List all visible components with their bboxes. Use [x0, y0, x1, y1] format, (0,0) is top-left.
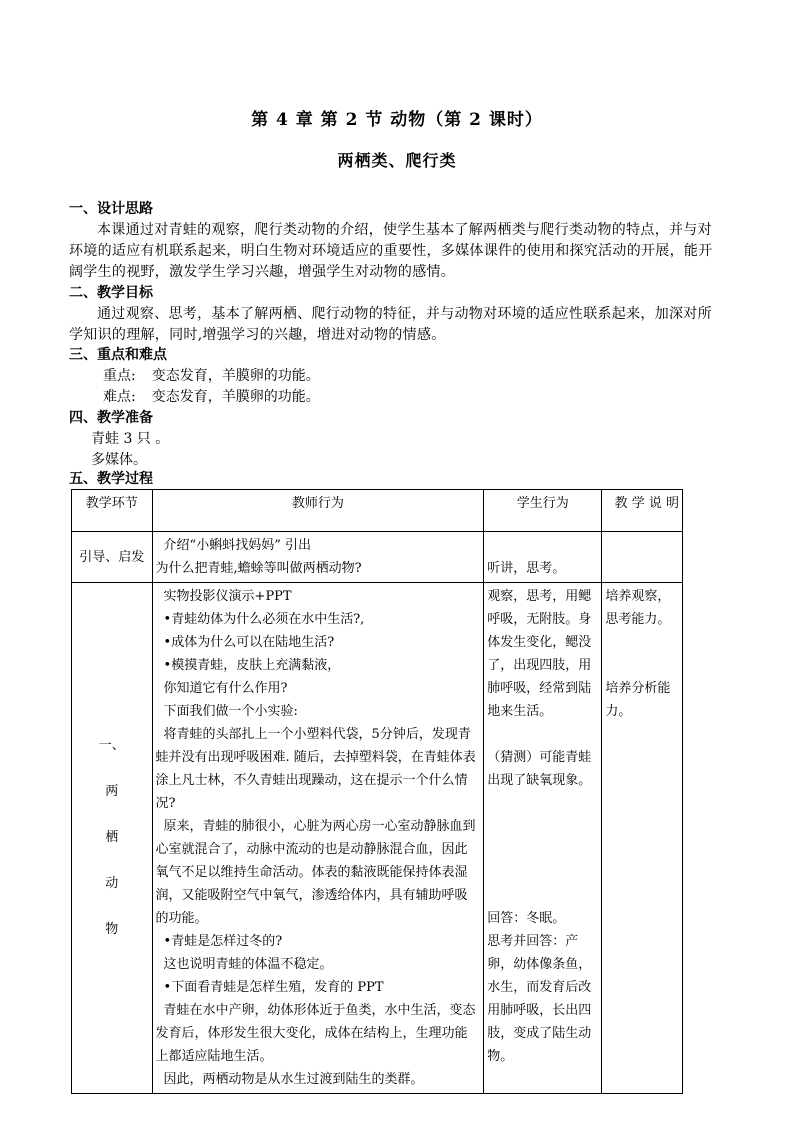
note-cell	[602, 583, 683, 1094]
page-title: 第 4 章 第 2 节 动物（第 2 课时）	[251, 110, 543, 130]
header-student: 学生行为	[484, 490, 602, 532]
section-design-text: 本课通过对青蛙的观察，爬行类动物的介绍，使学生基本了解两栖类与爬行类动物的特点，并与对环境的适应有机联系起来，明白生物对环境适应的重要性，多媒体课件的使用和探究活动的开展，能开阔学生的视野，激发学生学习兴趣，增强学生对动物的感情。	[69, 222, 713, 280]
prep-item: 青蛙 3 只 。	[91, 431, 170, 447]
key-point-label: 重点:	[103, 368, 136, 384]
student-response: 观察，思考，用鳃呼吸，无附肢。身体发生变化，鳃没了，出现四肢，用肺呼吸，经常到陆地来生活。	[487, 589, 592, 719]
teacher-line: •青蛙幼体为什么必须在水中生活?,	[163, 612, 365, 627]
difficulty-text: 变态发育，羊膜卵的功能。	[151, 389, 320, 405]
teacher-cell	[152, 583, 484, 1094]
teacher-line: 你知道它有什么作用?	[163, 681, 288, 696]
stage-char: 栖	[105, 830, 119, 845]
table-row	[72, 583, 683, 1094]
teaching-note: 培养观察，思考能力。	[605, 589, 671, 627]
teacher-paragraph: 青蛙在水中产卵，幼体形体近于鱼类，水中生活，变态发育后，体形发生很大变化，成体在结构上，生理功能上都适应陆地生活。	[155, 1003, 476, 1064]
teacher-line: 实物投影仪演示+PPT	[163, 589, 292, 604]
section-heading-prep: 四、教学准备	[69, 410, 153, 426]
teaching-note: 培养分析能力。	[605, 681, 671, 719]
header-teacher: 教师行为	[152, 490, 484, 532]
page-subtitle: 两栖类、爬行类	[337, 151, 457, 170]
stage-cell: 引导、启发	[72, 532, 153, 583]
header-note: 教 学 说 明	[602, 490, 683, 532]
section-design	[69, 199, 714, 283]
key-point-text: 变态发育，羊膜卵的功能。	[151, 368, 320, 384]
section-heading-process: 五、教学过程	[69, 471, 153, 487]
section-heading-goals: 二、教学目标	[69, 285, 153, 301]
teacher-paragraph: 将青蛙的头部扎上一个小塑料代袋，5分钟后，发现青蛙并没有出现呼吸困难. 随后，去掉塑料袋，在青蛙体表涂上凡士林，不久青蛙出现躁动，这在提示一个什么情况?	[155, 727, 476, 811]
student-response: （猜测）可能青蛙出现了缺氧现象。	[487, 750, 592, 788]
stage-cell	[72, 583, 153, 1094]
teacher-line: •成体为什么可以在陆地生活?	[163, 635, 335, 650]
note-cell	[602, 532, 683, 583]
teacher-line: 介绍“小蝌蚪找妈妈” 引出	[163, 538, 311, 553]
student-response: 思考并回答：产卵，幼体像条鱼，水生，而发育后改用肺呼吸，长出四肢，变成了陆生动物。	[487, 934, 592, 1064]
section-heading-design: 一、设计思路	[69, 201, 153, 217]
key-point-line	[69, 366, 714, 387]
section-heading-key: 三、重点和难点	[69, 347, 167, 363]
stage-char: 物	[105, 922, 119, 937]
teacher-line: •下面看青蛙是怎样生殖，发育的 PPT	[163, 980, 384, 995]
teacher-cell	[152, 532, 484, 583]
header-stage: 教学环节	[72, 490, 153, 532]
section-prep	[69, 408, 714, 471]
stage-char: 一、	[98, 738, 125, 753]
section-goals	[69, 283, 714, 346]
stage-char: 两	[105, 784, 119, 799]
stage-char: 动	[105, 876, 119, 891]
teacher-paragraph: 原来，青蛙的肺很小，心脏为两心房一心室动静脉血到心室就混合了，动脉中流动的也是动静脉混合血，因此氧气不足以维持生命活动。体表的黏液既能保持体表湿润，又能吸附空气中氧气，渗透给体内，具有辅助呼吸的功能。	[155, 819, 476, 926]
section-goals-text: 通过观察、思考，基本了解两栖、爬行动物的特征，并与动物对环境的适应性联系起来，加深对所学知识的理解，同时,增强学习的兴趣，增进对动物的情感。	[69, 306, 712, 343]
teacher-line: 下面我们做一个小实验:	[163, 704, 298, 719]
difficulty-label: 难点:	[103, 389, 136, 405]
teacher-line: 因此，两栖动物是从水生过渡到陆生的类群。	[163, 1072, 424, 1087]
teacher-line: 这也说明青蛙的体温不稳定。	[163, 957, 333, 972]
teacher-line: •模摸青蛙，皮肤上充满黏液，	[163, 658, 341, 673]
table-header-row	[72, 490, 683, 532]
section-process	[69, 469, 714, 490]
difficulty-line	[69, 387, 714, 408]
section-key-points	[69, 345, 714, 408]
student-cell	[484, 583, 602, 1094]
teacher-line: 为什么把青蛙,蟾蜍等叫做两栖动物?	[155, 561, 362, 576]
teacher-line: •青蛙是怎样过冬的?	[163, 934, 283, 949]
student-response: 回答：冬眠。	[487, 911, 566, 926]
student-cell: 听讲，思考。	[484, 532, 602, 583]
table-row	[72, 532, 683, 583]
process-table	[71, 489, 683, 1094]
prep-item: 多媒体。	[91, 452, 147, 468]
